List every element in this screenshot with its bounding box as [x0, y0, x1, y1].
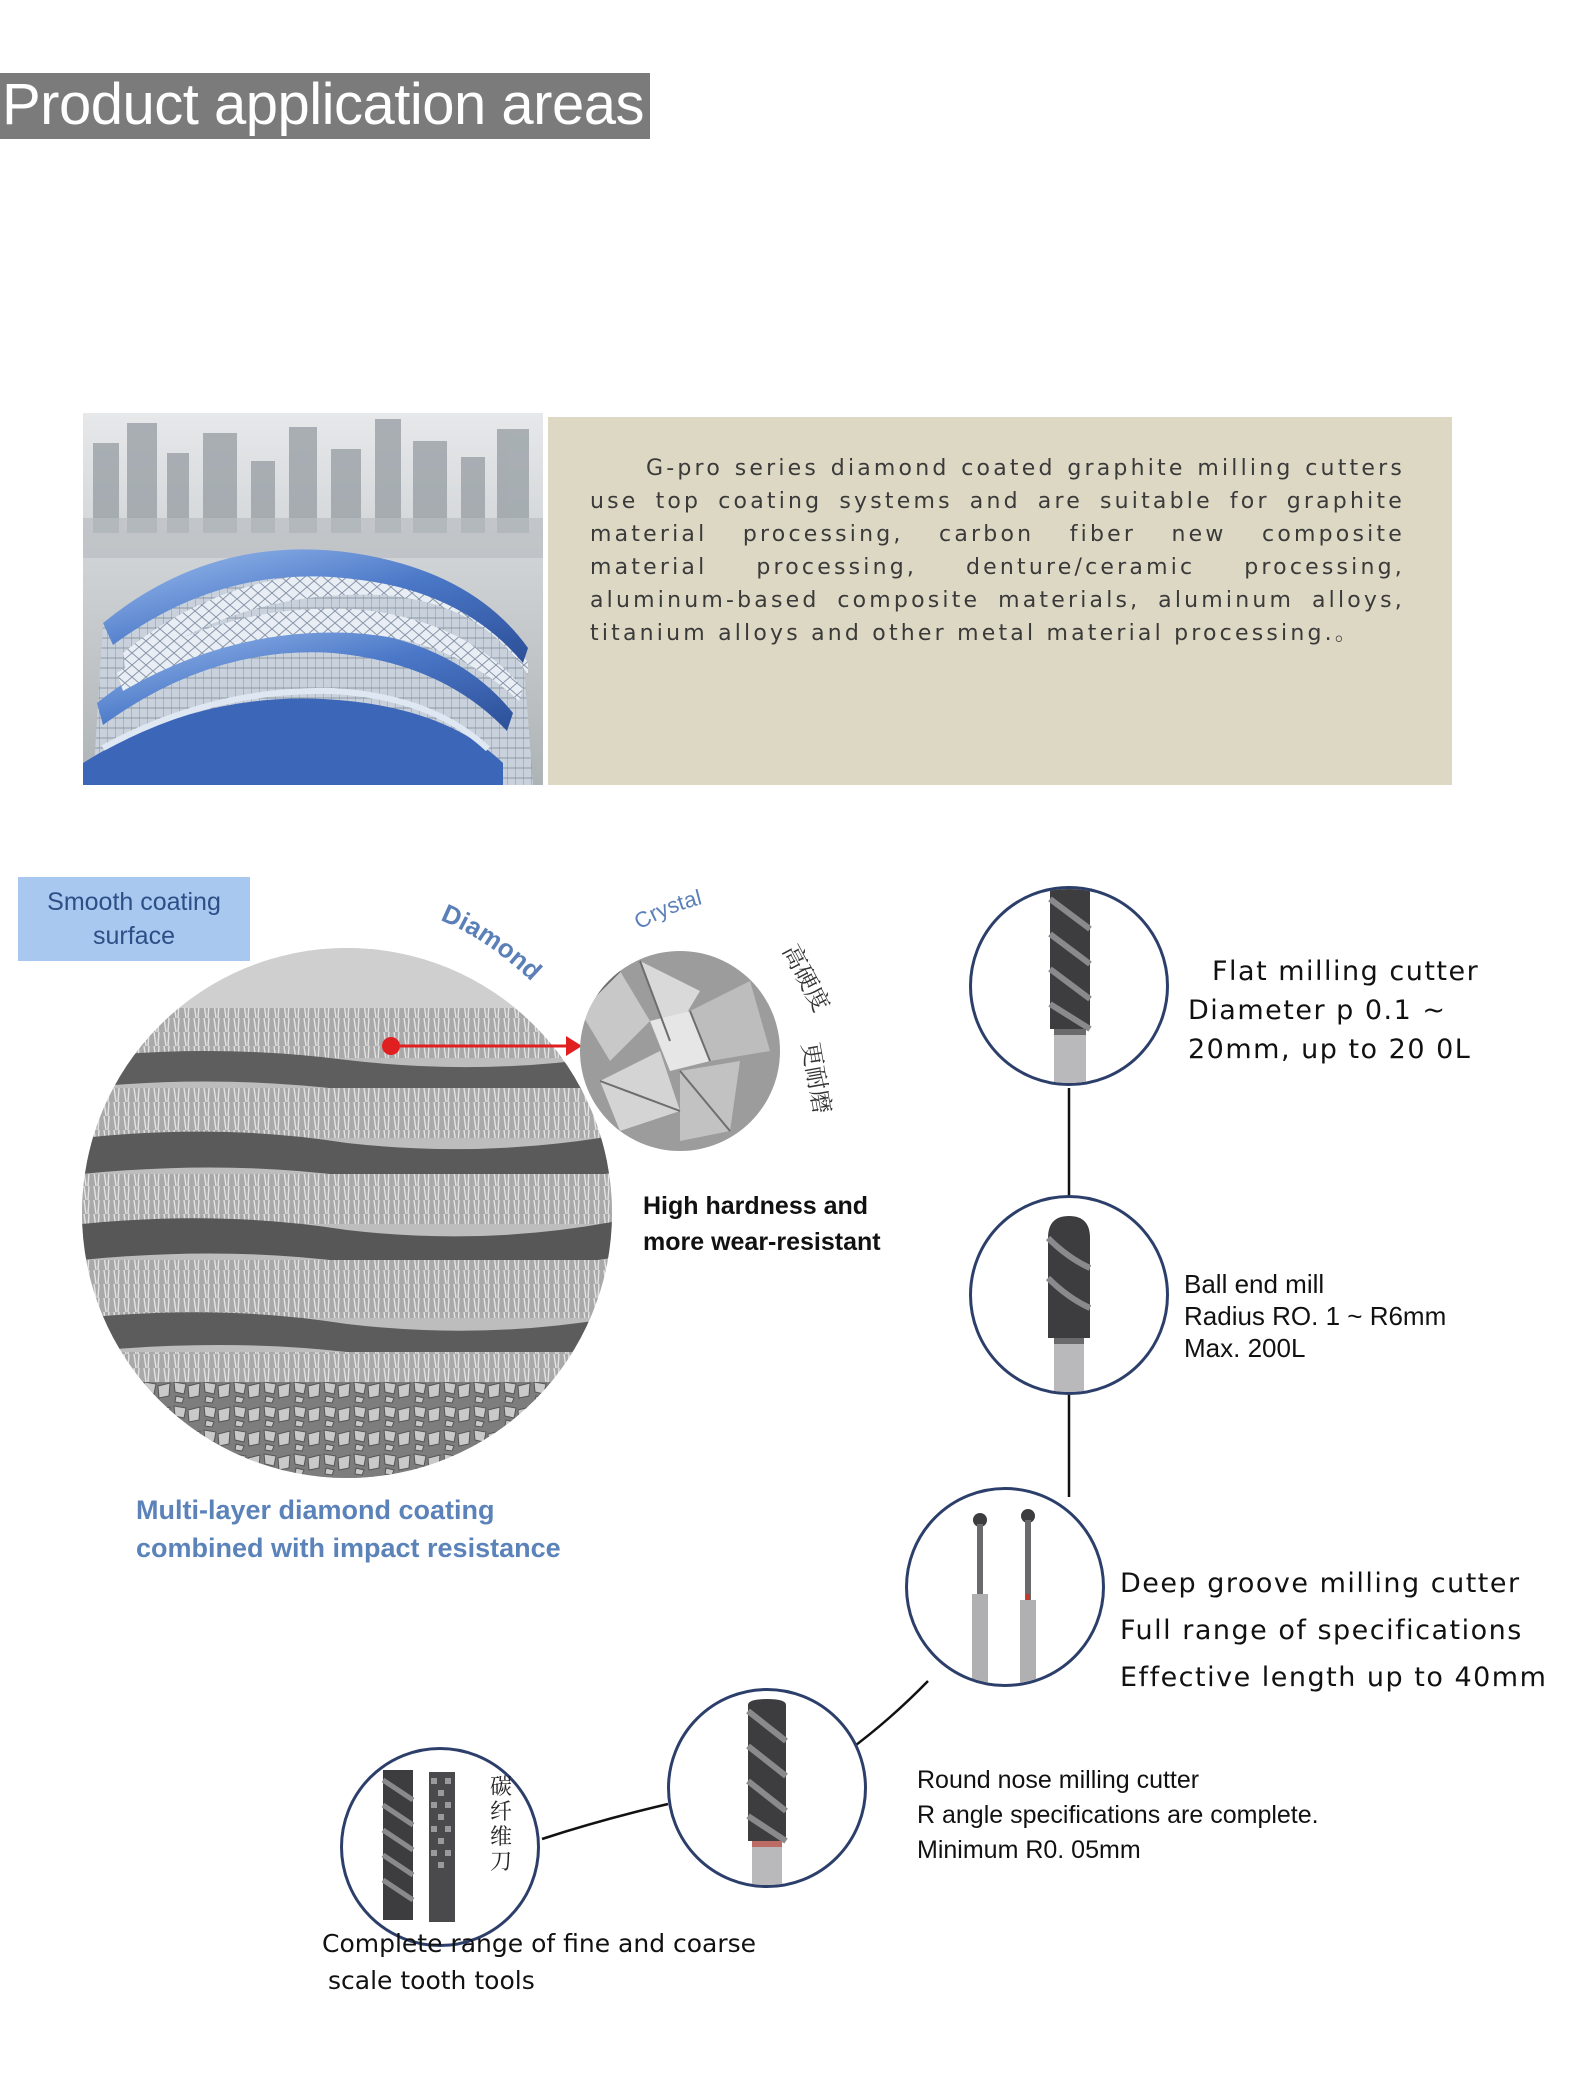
round-nose-description [917, 1763, 1319, 1868]
zh-wear-resistant: 更耐磨 [796, 1040, 837, 1116]
fine-line2: scale tooth tools [328, 1966, 535, 1995]
multilayer-line2: combined with impact resistance [136, 1533, 561, 1563]
flat-line3: 20mm, up to 20 0L [1188, 1034, 1472, 1065]
diamond-label [437, 898, 547, 986]
chinese-hardness-labels [770, 940, 850, 1130]
flat-cutter-image [969, 886, 1169, 1086]
multilayer-line1: Multi-layer diamond coating [136, 1495, 495, 1525]
ball-end-mill-description [1184, 1268, 1446, 1364]
round-nose-cutter-image [667, 1688, 867, 1888]
round-line3: Minimum R0. 05mm [917, 1836, 1141, 1864]
marker-dot [382, 1037, 400, 1055]
hardness-line2: more wear-resistant [643, 1228, 881, 1256]
deep-groove-description [1120, 1560, 1547, 1701]
fine-line1: Complete range of fine and coarse [322, 1929, 757, 1958]
ball-line3: Max. 200L [1184, 1333, 1306, 1363]
building-illustration [83, 413, 543, 785]
ball-line1: Ball end mill [1184, 1269, 1325, 1299]
hardness-caption [643, 1188, 881, 1260]
flat-line2: Diameter p 0.1 ~ [1188, 995, 1447, 1026]
intro-paragraph: G-pro series diamond coated graphite milling cutters use top coating systems and are suitable for graphite material processing, carbon fiber new composite material processing, denture/ceramic processing, aluminum-based composite materials, aluminum alloys, titanium alloys and other metal material processing.。 [590, 456, 1405, 646]
multilayer-caption [136, 1491, 561, 1567]
fine-coarse-description [322, 1925, 756, 1999]
deep-groove-cutter-image [905, 1487, 1105, 1687]
deep-line2: Full range of specifications [1120, 1615, 1523, 1646]
crystal-label-text: Crystal [629, 884, 705, 935]
deep-line3: Effective length up to 40mm [1120, 1662, 1548, 1693]
round-line1: Round nose milling cutter [917, 1766, 1200, 1794]
diamond-label-text: Diamond [437, 897, 548, 987]
round-line2: R angle specifications are complete. [917, 1801, 1319, 1829]
ball-end-mill-image [969, 1195, 1169, 1395]
smooth-coating-line2: surface [93, 922, 175, 950]
deep-line1: Deep groove milling cutter [1120, 1568, 1521, 1599]
stadium-building-image [83, 413, 543, 785]
flat-cutter-description [1188, 952, 1479, 1069]
ball-line2: Radius RO. 1 ~ R6mm [1184, 1301, 1447, 1331]
page-title: Product application areas [2, 72, 645, 137]
zh-high-hardness: 高硬度 [776, 940, 836, 1017]
zh-carbon-fiber-label: 碳纤维刀 [489, 1775, 512, 1875]
hardness-line1: High hardness and [643, 1192, 869, 1220]
crystal-label [630, 885, 705, 935]
smooth-coating-line1: Smooth coating [47, 888, 221, 916]
flat-line1: Flat milling cutter [1212, 956, 1480, 987]
